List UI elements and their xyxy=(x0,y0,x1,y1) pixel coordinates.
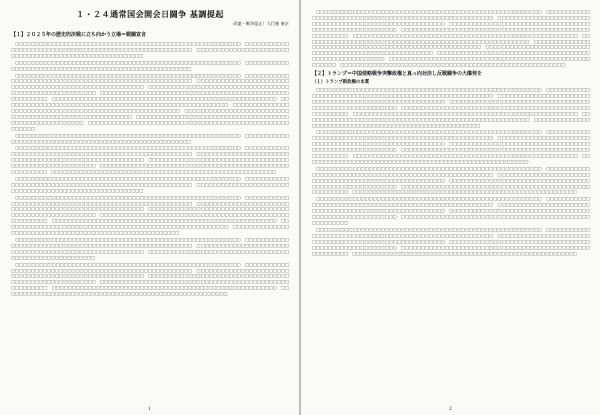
paragraph-placeholder: □□□□□□□□□□□□□□□□□□□□□□□□□□□□□□□□□□□□□□□□□□□□□□□□□□□□□□□□ □□□□□□□□□□□□□□□□□□□□□□□□□□□□□□□□□□□□□□□□□□□□□□□□□□□□□□□□ □□□□□□□□□□□□□□□□□□□□□□□□□□□□□□□□□□□□□□□□□□□□□□□□□□□□□□□□ □□□□□□□□□□□□□□□□□□□□□□□□□□□□□□□□□□□□□□□□□□□□□□□□□□□□□□□□ □□□□□□□□□□□□□□□□□□□□□□□□□□□□□□□□□□□□□□□□□□□□□□□□□□□□□□□□ □□□□□□□□□□□□□□□□□□□□□□□□□□□□□□□□□□□□□□□□□□□□□□□□□□□□□□□□ □□□□□□□□□□□□□□□□□□□□□□□□□□□□□□□□□□□□□□□□□□□□□□□□□□□□□□□□ xyxy=(312,129,590,164)
section-heading-1: 【１】２０２５年の歴史的決戦に立ち向かう立場＝戦闘宣言 xyxy=(11,32,147,38)
section-subheading-1: （１）トランプ新政権の本質 xyxy=(312,80,370,86)
paragraph-placeholder: □□□□□□□□□□□□□□□□□□□□□□□□□□□□□□□□□□□□□□□□□□□□□□□□□□□□□□□□ □□□□□□□□□□□□□□□□□□□□□□□□□□□□□□□□□□□□□□□□□□□□□□□□□□□□□□□□ □□□□□□□□□□□□□□□□□□□□□□□□□□□□□□□□□□□□□□□□□□□□□□□□□□□□□□□□ □□□□□□□□□□□□□□□□□□□□□□□□□□□□□□□□□□□□□□□□□□□□□□□□□□□□□□□□ □□□□□□□□□□□□□□□□□□□□□□□□□□□□□□□□□□□□□□□□□□□□□□□□□□□□□□□□ □□□□□□□□□□□□□□□□□□□□□□□□□□□□□□□□□□□□□□□□□□□□□□□□□□□□□□□□ □□□□□□□□□□□□□□□□□□□□□□□□□□□□□□□□□□□□□□□□□□□□□□□□□□□□□□□□ □□□□□□□□□□□□□□□□□□□□□□□□□□□□□□□□□□□□□□□□□□□□□□□□□□□□□□□□ □□□□□□□□□□□□□□□□□□□□□□□□□□□□□□□□□□□□□□□□□□□□□□□□□□□□□□□□ □□□□□□□□□□□□□□□□□□□□□□□□□□□□□□□□□□□□□□□□□□□□□□□□□□□□□□□□ □□□□□□□□□□□□□□□□□□□□□□□□□□□□□□□□□□□□□□□□□□□□□□□□□□□□□□□□ □□□□□□□□□□□□□□□□□□□□□□□□□□□□□□□□□□□□□□□□□□□□□□□□□□□□□□□□ xyxy=(312,9,590,68)
paragraph-placeholder: □□□□□□□□□□□□□□□□□□□□□□□□□□□□□□□□□□□□□□□□□□□□□□□□□□□□□□□□ □□□□□□□□□□□□□□□□□□□□□□□□□□□□□□□□□□□□□□□□□□□□□□□□□□□□□□□□ □□□□□□□□□□□□□□□□□□□□□□□□□□□□□□□□□□□□□□□□□□□□□□□□□□□□□□□□ xyxy=(11,41,289,58)
page-number-right: 2 xyxy=(449,406,452,411)
section-heading-2: 【２】トランプ＝中国侵略戦争突撃政権と真っ向対決し反戦闘争の大爆発を xyxy=(312,71,483,78)
paragraph-placeholder: □□□□□□□□□□□□□□□□□□□□□□□□□□□□□□□□□□□□□□□□□□□□□□□□□□□□□□□□ □□□□□□□□□□□□□□□□□□□□□□□□□□□□□□□□□□□□□□□□□□□□□□□□□□□□□□□□ xyxy=(11,132,289,144)
paragraph-placeholder: □□□□□□□□□□□□□□□□□□□□□□□□□□□□□□□□□□□□□□□□□□□□□□□□□□□□□□□□ □□□□□□□□□□□□□□□□□□□□□□□□□□□□□□□□□□□□□□□□□□□□□□□□□□□□□□□□ □□□□□□□□□□□□□□□□□□□□□□□□□□□□□□□□□□□□□□□□□□□□□□□□□□□□□□□□ □□□□□□□□□□□□□□□□□□□□□□□□□□□□□□□□□□□□□□□□□□□□□□□□□□□□□□□□ □□□□□□□□□□□□□□□□□□□□□□□□□□□□□□□□□□□□□□□□□□□□□□□□□□□□□□□□ □□□□□□□□□□□□□□□□□□□□□□□□□□□□□□□□□□□□□□□□□□□□□□□□□□□□□□□□ xyxy=(312,165,590,195)
paragraph-placeholder: □□□□□□□□□□□□□□□□□□□□□□□□□□□□□□□□□□□□□□□□□□□□□□□□□□□□□□□□ □□□□□□□□□□□□□□□□□□□□□□□□□□□□□□□□□□□□□□□□□□□□□□□□□□□□□□□□ □□□□□□□□□□□□□□□□□□□□□□□□□□□□□□□□□□□□□□□□□□□□□□□□□□□□□□□□ □□□□□□□□□□□□□□□□□□□□□□□□□□□□□□□□□□□□□□□□□□□□□□□□□□□□□□□□ □□□□□□□□□□□□□□□□□□□□□□□□□□□□□□□□□□□□□□□□□□□□□□□□□□□□□□□□ □□□□□□□□□□□□□□□□□□□□□□□□□□□□□□□□□□□□□□□□□□□□□□□□□□□□□□□□ □□□□□□□□□□□□□□□□□□□□□□□□□□□□□□□□□□□□□□□□□□□□□□□□□□□□□□□□ □□□□□□□□□□□□□□□□□□□□□□□□□□□□□□□□□□□□□□□□□□□□□□□□□□□□□□□□ □□□□□□□□□□□□□□□□□□□□□□□□□□□□□□□□□□□□□□□□□□□□□□□□□□□□□□□□ □□□□□□□□□□□□□□□□□□□□□□□□□□□□□□□□□□□□□□□□□□□□□□□□□□□□□□□□ □□□□□□□□□□□□□□□□□□□□□□□□□□□□□□□□□□□□□□□□□□□□□□□□□□□□□□□□ xyxy=(11,72,289,131)
page-number-left: 1 xyxy=(148,406,151,411)
left-page xyxy=(0,0,299,415)
paragraph-placeholder: □□□□□□□□□□□□□□□□□□□□□□□□□□□□□□□□□□□□□□□□□□□□□□□□□□□□□□□□ □□□□□□□□□□□□□□□□□□□□□□□□□□□□□□□□□□□□□□□□□□□□□□□□□□□□□□□□ □□□□□□□□□□□□□□□□□□□□□□□□□□□□□□□□□□□□□□□□□□□□□□□□□□□□□□□□ □□□□□□□□□□□□□□□□□□□□□□□□□□□□□□□□□□□□□□□□□□□□□□□□□□□□□□□□ □□□□□□□□□□□□□□□□□□□□□□□□□□□□□□□□□□□□□□□□□□□□□□□□□□□□□□□□ □□□□□□□□□□□□□□□□□□□□□□□□□□□□□□□□□□□□□□□□□□□□□□□□□□□□□□□□ xyxy=(312,226,590,256)
paragraph-placeholder: □□□□□□□□□□□□□□□□□□□□□□□□□□□□□□□□□□□□□□□□□□□□□□□□□□□□□□□□ □□□□□□□□□□□□□□□□□□□□□□□□□□□□□□□□□□□□□□□□□□□□□□□□□□□□□□□□ □□□□□□□□□□□□□□□□□□□□□□□□□□□□□□□□□□□□□□□□□□□□□□□□□□□□□□□□ □□□□□□□□□□□□□□□□□□□□□□□□□□□□□□□□□□□□□□□□□□□□□□□□□□□□□□□□ □□□□□□□□□□□□□□□□□□□□□□□□□□□□□□□□□□□□□□□□□□□□□□□□□□□□□□□□ xyxy=(312,196,590,225)
paragraph-placeholder: □□□□□□□□□□□□□□□□□□□□□□□□□□□□□□□□□□□□□□□□□□□□□□□□□□□□□□□□ □□□□□□□□□□□□□□□□□□□□□□□□□□□□□□□□□□□□□□□□□□□□□□□□□□□□□□□□ □□□□□□□□□□□□□□□□□□□□□□□□□□□□□□□□□□□□□□□□□□□□□□□□□□□□□□□□ □□□□□□□□□□□□□□□□□□□□□□□□□□□□□□□□□□□□□□□□□□□□□□□□□□□□□□□□ xyxy=(11,237,289,260)
left-page-body xyxy=(11,41,289,297)
paragraph-placeholder: □□□□□□□□□□□□□□□□□□□□□□□□□□□□□□□□□□□□□□□□□□□□□□□□□□□□□□□□ □□□□□□□□□□□□□□□□□□□□□□□□□□□□□□□□□□□□□□□□□□□□□□□□□□□□□□□□ □□□□□□□□□□□□□□□□□□□□□□□□□□□□□□□□□□□□□□□□□□□□□□□□□□□□□□□□ xyxy=(11,175,289,193)
paragraph-placeholder: □□□□□□□□□□□□□□□□□□□□□□□□□□□□□□□□□□□□□□□□□□□□□□□□□□□□□□□□ □□□□□□□□□□□□□□□□□□□□□□□□□□□□□□□□□□□□□□□□□□□□□□□□□□□□□□□□ □□□□□□□□□□□□□□□□□□□□□□□□□□□□□□□□□□□□□□□□□□□□□□□□□□□□□□□□ □□□□□□□□□□□□□□□□□□□□□□□□□□□□□□□□□□□□□□□□□□□□□□□□□□□□□□□□ □□□□□□□□□□□□□□□□□□□□□□□□□□□□□□□□□□□□□□□□□□□□□□□□□□□□□□□□ □□□□□□□□□□□□□□□□□□□□□□□□□□□□□□□□□□□□□□□□□□□□□□□□□□□□□□□□ □□□□□□□□□□□□□□□□□□□□□□□□□□□□□□□□□□□□□□□□□□□□□□□□□□□□□□□□ □□□□□□□□□□□□□□□□□□□□□□□□□□□□□□□□□□□□□□□□□□□□□□□□□□□□□□□□ xyxy=(312,87,590,128)
paragraph-placeholder: □□□□□□□□□□□□□□□□□□□□□□□□□□□□□□□□□□□□□□□□□□□□□□□□□□□□□□□□ □□□□□□□□□□□□□□□□□□□□□□□□□□□□□□□□□□□□□□□□□□□□□□□□□□□□□□□□ xyxy=(11,59,289,71)
right-page-body-top xyxy=(312,9,590,68)
right-page-body xyxy=(312,87,590,256)
paragraph-placeholder: □□□□□□□□□□□□□□□□□□□□□□□□□□□□□□□□□□□□□□□□□□□□□□□□□□□□□□□□ □□□□□□□□□□□□□□□□□□□□□□□□□□□□□□□□□□□□□□□□□□□□□□□□□□□□□□□□ □□□□□□□□□□□□□□□□□□□□□□□□□□□□□□□□□□□□□□□□□□□□□□□□□□□□□□□□ □□□□□□□□□□□□□□□□□□□□□□□□□□□□□□□□□□□□□□□□□□□□□□□□□□□□□□□□ □□□□□□□□□□□□□□□□□□□□□□□□□□□□□□□□□□□□□□□□□□□□□□□□□□□□□□□□ □□□□□□□□□□□□□□□□□□□□□□□□□□□□□□□□□□□□□□□□□□□□□□□□□□□□□□□□ □□□□□□□□□□□□□□□□□□□□□□□□□□□□□□□□□□□□□□□□□□□□□□□□□□□□□□□□ □□□□□□□□□□□□□□□□□□□□□□□□□□□□□□□□□□□□□□□□□□□□□□□□□□□□□□□□ xyxy=(11,194,289,236)
document-title: １・２４通常国会開会日闘争 基調提起 xyxy=(76,9,224,19)
right-page xyxy=(301,0,600,415)
document-byline: 改憲・戦争阻止！大行進 東京 xyxy=(233,21,289,26)
paragraph-placeholder: □□□□□□□□□□□□□□□□□□□□□□□□□□□□□□□□□□□□□□□□□□□□□□□□□□□□□□□□ □□□□□□□□□□□□□□□□□□□□□□□□□□□□□□□□□□□□□□□□□□□□□□□□□□□□□□□□ □□□□□□□□□□□□□□□□□□□□□□□□□□□□□□□□□□□□□□□□□□□□□□□□□□□□□□□□ □□□□□□□□□□□□□□□□□□□□□□□□□□□□□□□□□□□□□□□□□□□□□□□□□□□□□□□□ □□□□□□□□□□□□□□□□□□□□□□□□□□□□□□□□□□□□□□□□□□□□□□□□□□□□□□□□ □□□□□□□□□□□□□□□□□□□□□□□□□□□□□□□□□□□□□□□□□□□□□□□□□□□□□□□□ xyxy=(11,145,289,175)
paragraph-placeholder: □□□□□□□□□□□□□□□□□□□□□□□□□□□□□□□□□□□□□□□□□□□□□□□□□□□□□□□□ □□□□□□□□□□□□□□□□□□□□□□□□□□□□□□□□□□□□□□□□□□□□□□□□□□□□□□□□ □□□□□□□□□□□□□□□□□□□□□□□□□□□□□□□□□□□□□□□□□□□□□□□□□□□□□□□□ □□□□□□□□□□□□□□□□□□□□□□□□□□□□□□□□□□□□□□□□□□□□□□□□□□□□□□□□ □□□□□□□□□□□□□□□□□□□□□□□□□□□□□□□□□□□□□□□□□□□□□□□□□□□□□□□□ □□□□□□□□□□□□□□□□□□□□□□□□□□□□□□□□□□□□□□□□□□□□□□□□□□□□□□□□ □□□□□□□□□□□□□□□□□□□□□□□□□□□□□□□□□□□□□□□□□□□□□□□□□□□□□□□□ xyxy=(11,261,289,297)
